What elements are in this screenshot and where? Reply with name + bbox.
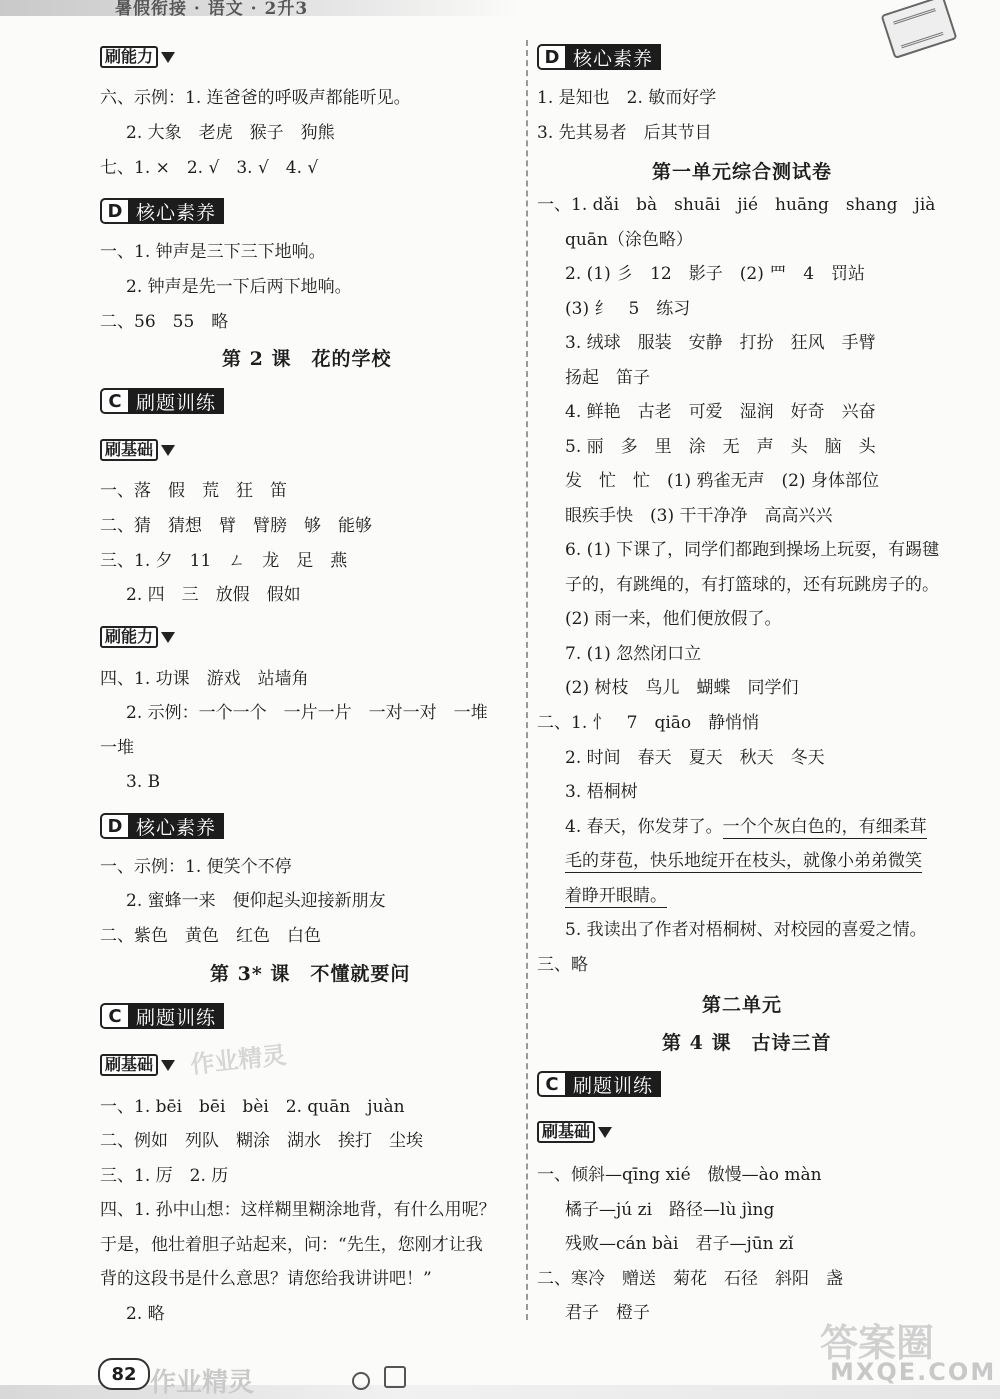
answer-line: 5. 我读出了作者对梧桐树、对校园的喜爱之情。	[565, 920, 927, 940]
banner-core-literacy: D 核心素养	[100, 198, 224, 224]
answer-line: 一、落 假 荒 狂 笛	[100, 481, 287, 501]
lesson-heading: 第 3* 课 不懂就要问	[210, 963, 411, 985]
banner-training: C 刷题训练	[537, 1071, 661, 1097]
answer-line: 一、1. bēi bēi bèi 2. quān juàn	[100, 1097, 405, 1117]
answer-line: 一堆	[100, 738, 134, 758]
answer-line	[565, 849, 922, 873]
answer-line: 子的，有跳绳的，有打篮球的，还有玩跳房子的。	[565, 575, 939, 595]
banner-training: C 刷题训练	[100, 1003, 224, 1029]
answer-line: 4. 春天，你发芽了。一个个灰白色的，有细柔茸	[565, 817, 927, 837]
tag-basic: 刷基础	[100, 439, 175, 461]
page-number: 82	[98, 1358, 150, 1390]
answer-line: 2. 示例：一个一个 一片一片 一对一对 一堆	[126, 703, 488, 723]
answer-line: 2. 大象 老虎 猴子 狗熊	[126, 123, 335, 143]
answer-line: 二、56 55 略	[100, 312, 229, 332]
answer-line: 六、示例：1. 连爸爸的呼吸声都能听见。	[100, 88, 411, 108]
watermark-url: MXQE.COM	[830, 1358, 997, 1386]
answer-line: (3) 纟 5 练习	[565, 299, 691, 319]
house-doodle-icon	[384, 1366, 406, 1388]
underlined-text: 着睁开眼睛。	[565, 886, 667, 906]
answer-line: 1. 是知也 2. 敏而好学	[537, 88, 717, 108]
tag-basic: 刷基础	[537, 1121, 612, 1143]
answer-line: 背的这段书是什么意思？请您给我讲讲吧！”	[100, 1269, 432, 1289]
triangle-down-icon	[161, 1060, 175, 1071]
answer-line: 眼疾手快 (3) 干干净净 高高兴兴	[565, 506, 833, 526]
lesson-heading: 第 4 课 古诗三首	[662, 1032, 832, 1054]
answer-line: 三、1. 厉 2. 历	[100, 1166, 229, 1186]
column-divider	[526, 40, 528, 1320]
answer-line	[565, 884, 667, 908]
triangle-down-icon	[161, 632, 175, 643]
answer-line: 橘子—jú zi 路径—lù jìng	[565, 1200, 775, 1220]
banner-training: C 刷题训练	[100, 388, 224, 414]
answer-line: (2) 树枝 鸟儿 蝴蝶 同学们	[565, 678, 799, 698]
answer-line: 于是，他壮着胆子站起来，问：“先生，您刚才让我	[100, 1235, 483, 1255]
answer-line: 2. 钟声是先一下后两下地响。	[126, 277, 352, 297]
answer-line: 四、1. 功课 游戏 站墙角	[100, 669, 309, 689]
watermark-mid: 作业精灵	[189, 1041, 288, 1079]
triangle-down-icon	[161, 445, 175, 456]
answer-line: (2) 雨一来，他们便放假了。	[565, 609, 782, 629]
answer-line: 君子 橙子	[565, 1303, 650, 1323]
answer-line: 发 忙 忙 (1) 鸦雀无声 (2) 身体部位	[565, 471, 879, 491]
triangle-down-icon	[598, 1127, 612, 1138]
banner-core-literacy: D 核心素养	[100, 813, 224, 839]
top-header-bar	[0, 0, 520, 19]
answer-line: 2. 时间 春天 夏天 秋天 冬天	[565, 748, 825, 768]
tag-ability: 刷能力	[100, 626, 175, 648]
banner-core-literacy: D 核心素养	[537, 44, 661, 70]
watermark-right: 答案圈	[820, 1321, 935, 1365]
answer-line: 3. B	[126, 772, 161, 792]
answer-line: 一、倾斜—qīng xié 傲慢—ào màn	[537, 1165, 822, 1185]
answer-line: 二、猜 猜想 臂 臂膀 够 能够	[100, 516, 372, 536]
answer-line: 3. 先其易者 后其节目	[537, 123, 712, 143]
answer-line: 一、1. 钟声是三下三下地响。	[100, 242, 326, 262]
answer-line: 7. (1) 忽然闭口立	[565, 644, 702, 664]
answer-line: 2. 蜜蜂一来 便仰起头迎接新朋友	[126, 891, 386, 911]
lesson-heading: 第 2 课 花的学校	[222, 348, 392, 370]
answer-line: 三、1. 夕 11 ㄥ 龙 足 燕	[100, 551, 348, 571]
answer-line: 2. 四 三 放假 假如	[126, 585, 301, 605]
header-title: 暑假衔接 · 语文 · 2升3	[115, 0, 309, 19]
answer-line: 一、1. dǎi bà shuāi jié huāng shang jià	[537, 195, 936, 215]
answer-line: 5. 丽 多 里 涂 无 声 头 脑 头	[565, 437, 876, 457]
tag-ability: 刷能力	[100, 46, 175, 68]
book-logo-icon	[881, 0, 958, 59]
answer-line: 四、1. 孙中山想：这样糊里糊涂地背，有什么用呢？	[100, 1200, 496, 1220]
watermark-left: 作业精灵	[150, 1368, 255, 1398]
triangle-down-icon	[161, 52, 175, 63]
answer-line: 二、寒冷 赠送 菊花 石径 斜阳 盏	[537, 1269, 843, 1289]
answer-line: 七、1. × 2. √ 3. √ 4. √	[100, 158, 319, 178]
doodle-icon	[352, 1372, 370, 1390]
underlined-text: 一个个灰白色的，有细柔茸	[722, 817, 927, 837]
answer-line: 3. 绒球 服装 安静 打扮 狂风 手臂	[565, 333, 876, 353]
underlined-text: 毛的芽苞，快乐地绽开在枝头，就像小弟弟微笑	[565, 851, 922, 871]
answer-line: 3. 梧桐树	[565, 782, 638, 802]
answer-line: 一、示例：1. 便笑个不停	[100, 857, 292, 877]
answer-line: 残败—cán bài 君子—jūn zǐ	[565, 1234, 794, 1254]
tag-basic: 刷基础	[100, 1054, 175, 1076]
answer-line: 扬起 笛子	[565, 368, 650, 388]
answer-line: 6. (1) 下课了，同学们都跑到操场上玩耍，有踢毽	[565, 540, 940, 560]
unit-heading: 第二单元	[702, 994, 783, 1016]
answer-line: 二、例如 列队 糊涂 湖水 挨打 尘埃	[100, 1131, 423, 1151]
answer-line: 三、略	[537, 955, 588, 975]
answer-line: 二、紫色 黄色 红色 白色	[100, 926, 321, 946]
test-heading: 第一单元综合测试卷	[652, 161, 833, 183]
answer-line: 二、1. 忄 7 qiāo 静悄悄	[537, 713, 760, 733]
answer-line: quān（涂色略）	[565, 230, 693, 250]
answer-line: 2. (1) 彡 12 影子 (2) 罒 4 罚站	[565, 264, 866, 284]
answer-line: 2. 略	[126, 1304, 165, 1324]
answer-line: 4. 鲜艳 古老 可爱 湿润 好奇 兴奋	[565, 402, 876, 422]
